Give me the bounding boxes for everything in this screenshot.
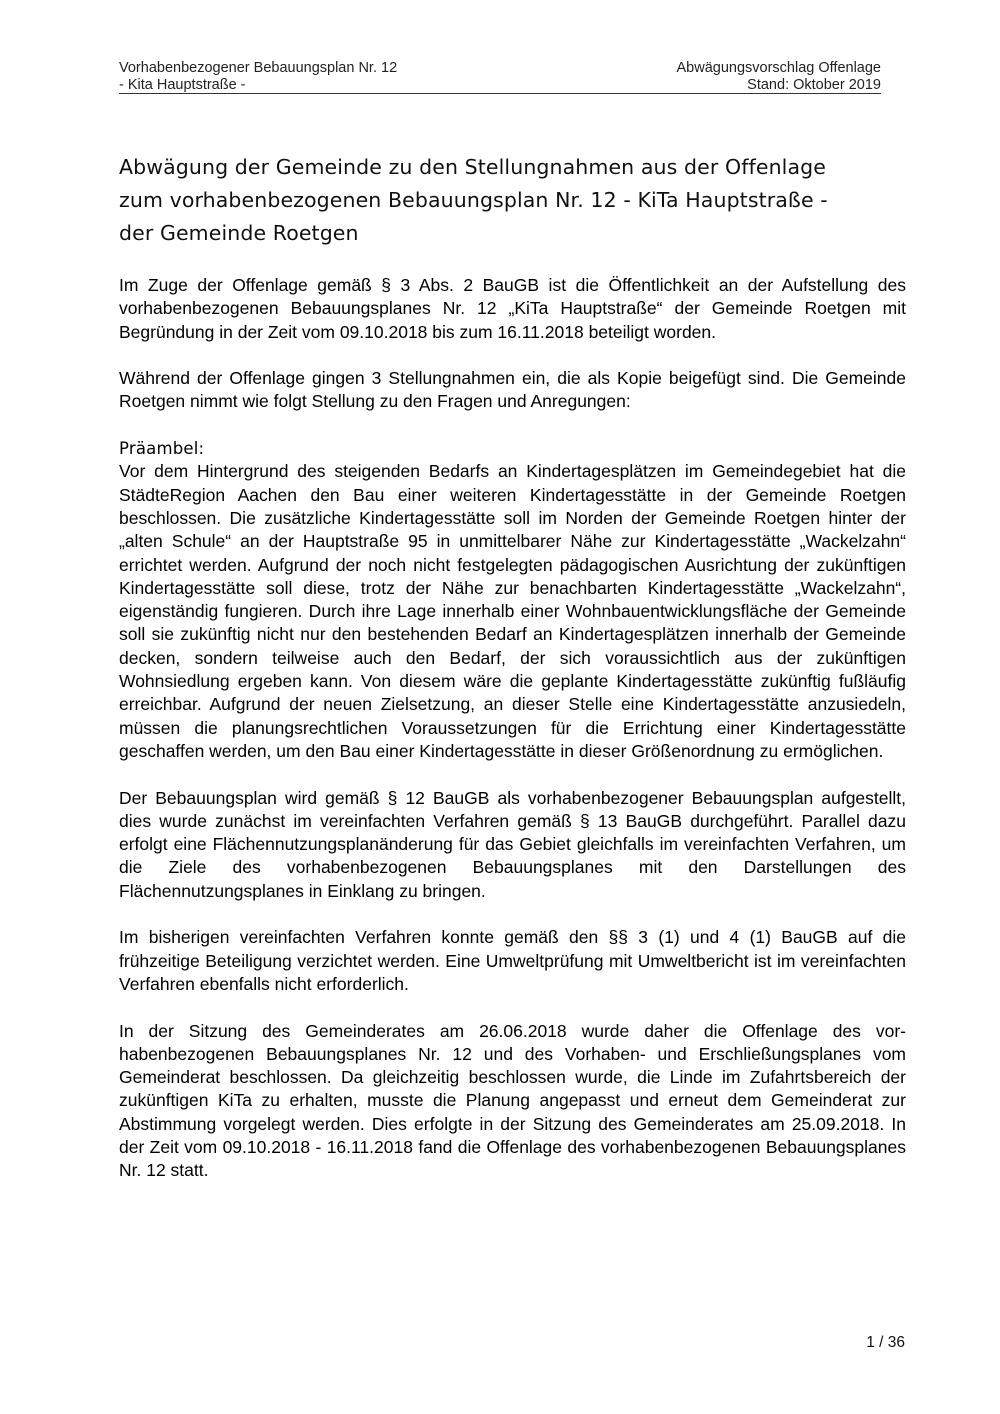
page-number: 1 / 36 [866, 1334, 905, 1351]
paragraph-intro: Im Zuge der Offenlage gemäß § 3 Abs. 2 BauGB ist die Öffentlichkeit an der Aufstellung des vorhabenbezogenen Bebauungsplanes Nr. 12 „KiTa Hauptstraße“ der Gemeinde Roetgen mit Begründung in der Zeit vom 09.10.2018 bis zum 16.11.2018 beteiligt worden. [119, 275, 906, 342]
preamble-heading: Präambel: [119, 439, 205, 459]
header-row-2 [119, 77, 881, 94]
header-document-type: Abwägungsvorschlag Offenlage [676, 60, 881, 76]
title-line-1: Abwägung der Gemeinde zu den Stellungnahmen aus der Offenlage [119, 155, 826, 179]
paragraph-simplified-procedure: Im bisherigen vereinfachten Verfahren konnte gemäß den §§ 3 (1) und 4 (1) BauGB auf die frühzeitige Beteiligung verzichtet werden. Eine Umweltprüfung mit Umweltbericht ist im vereinfachten Verfahren ebenfalls nicht erforderlich. [119, 927, 906, 994]
header-row-1 [119, 60, 881, 77]
header-divider [119, 93, 881, 94]
page-header [119, 60, 881, 94]
document-body [119, 274, 906, 1206]
header-status-date: Stand: Oktober 2019 [747, 77, 881, 93]
header-plan-name: Vorhabenbezogener Bebauungsplan Nr. 12 [119, 60, 398, 76]
title-line-3: der Gemeinde Roetgen [119, 221, 359, 245]
paragraph-statements: Während der Offenlage gingen 3 Stellungnahmen ein, die als Kopie beigefügt sind. Die Gemeinde Roetgen nimmt wie folgt Stellung zu den Fragen und Anregungen: [119, 368, 906, 412]
paragraph-preamble [119, 437, 906, 763]
paragraph-procedure: Der Bebauungsplan wird gemäß § 12 BauGB als vorhabenbezogener Bebauungsplan aufgestellt, dies wurde zunächst im vereinfachten Verfahren gemäß § 13 BauGB durchgeführt. Parallel dazu erfolgt eine Flächennutzungsplanänderung für das Gebiet gleichfalls im vereinfachten Verfahren, um die Ziele des vorhabenbezogenen Bebauungsplanes mit den Darstellungen des Flächennutzungsplanes in Einklang zu bringen. [119, 787, 906, 901]
header-plan-subtitle: - Kita Hauptstraße - [119, 77, 246, 93]
document-title [119, 151, 909, 250]
title-line-2: zum vorhabenbezogenen Bebauungsplan Nr. 12 - KiTa Hauptstraße - [119, 188, 828, 212]
paragraph-council-session: In der Sitzung des Gemeinderates am 26.06.2018 wurde daher die Offenlage des vorhabenbezogenen Bebauungsplanes Nr. 12 und des Vorhaben- und Erschließungsplanes vom Gemeinderat beschlossen. Da gleichzeitig beschlossen wurde, die Linde im Zufahrtsbereich der zukünftigen KiTa zu erhalten, musste die Planung angepasst und erneut dem Gemeinderat zur Abstimmung vorgelegt werden. Dies erfolgte in der Sitzung des Gemeinderates am 25.09.2018. In der Zeit vom 09.10.2018 - 16.11.2018 fand die Offenlage des vorhabenbezogenen Bebauungsplanes Nr. 12 statt. [119, 1020, 906, 1181]
preamble-text: Vor dem Hintergrund des steigenden Bedarfs an Kindertagesplätzen im Gemeindegebiet hat die StädteRegion Aachen den Bau einer weiteren Kindertagesstätte in der Gemeinde Roetgen beschlossen. Die zusätzliche Kindertagesstätte soll im Norden der Gemeinde Roetgen hinter der „alten Schule“ an der Hauptstraße 95 in unmittelbarer Nähe zur Kindertagesstätte „Wackelzahn“ errichtet werden. Aufgrund der noch nicht festgelegten pädagogischen Ausrichtung der zukünftigen Kindertagesstätte soll diese, trotz der Nähe zur benachbarten Kindertagesstätte „Wackelzahn“, eigenständig fungieren. Durch ihre Lage innerhalb einer Wohnbauentwicklungsfläche der Gemeinde soll sie zukünftig nicht nur den bestehenden Bedarf an Kindertagesplätzen innerhalb der Gemeinde decken, sondern teilweise auch den Bedarf, der sich voraussichtlich aus der zukünftigen Wohnsiedlung ergeben kann. Von diesem wäre die geplante Kindertagesstätte zukünftig fußläufig erreichbar. Aufgrund der neuen Zielsetzung, an dieser Stelle eine Kindertagesstätte anzusiedeln, müssen die planungsrechtlichen Voraussetzungen für die Errichtung einer Kindertagesstätte geschaffen werden, um den Bau einer Kindertagesstätte in dieser Größenordnung zu ermöglichen. [119, 461, 906, 761]
